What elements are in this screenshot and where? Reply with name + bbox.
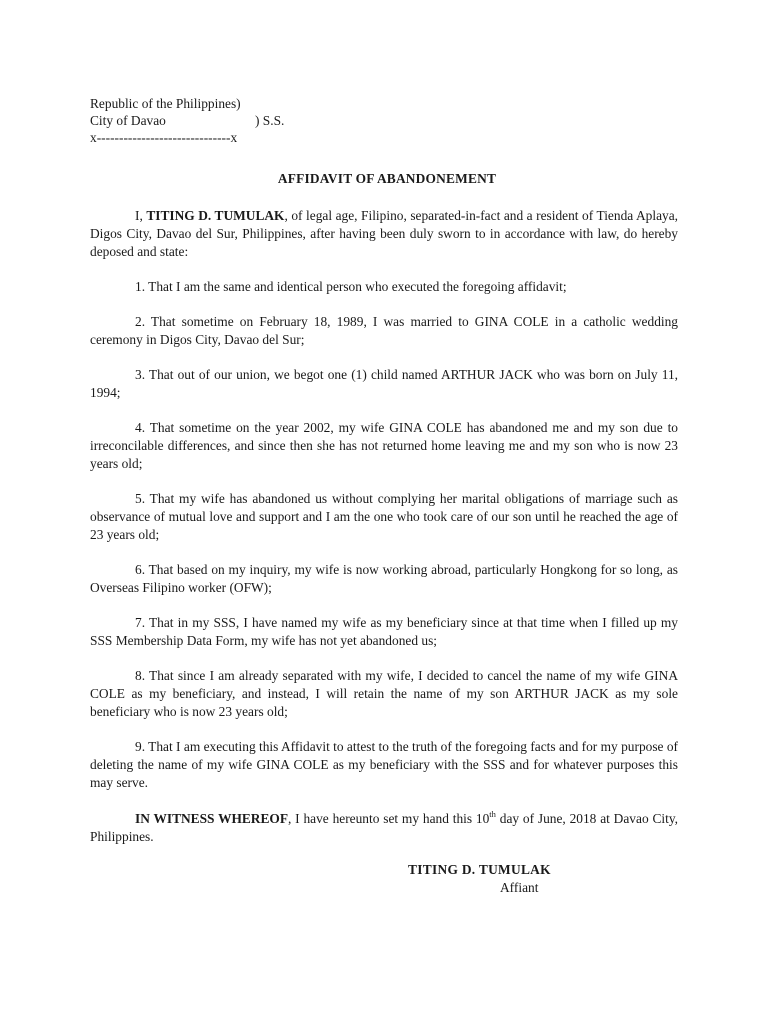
venue-block (90, 95, 678, 146)
affidavit-body (90, 95, 678, 846)
paragraph-5: 5. That my wife has abandoned us without complying her marital obligations of marriage such as observance of mutual love and support and I am the one who took care of our son until he reached the age of 23 years old; (90, 491, 678, 542)
witness-ordinal-suffix: th (489, 809, 496, 819)
witness-paragraph (90, 810, 678, 846)
paragraph-9: 9. That I am executing this Affidavit to attest to the truth of the foregoing facts and for my purpose of deleting the name of my wife GINA COLE as my beneficiary with the SSS and for whatever purposes this may serve. (90, 739, 678, 790)
witness-lead: IN WITNESS WHEREOF (135, 811, 289, 826)
paragraph-2: 2. That sometime on February 18, 1989, I was married to GINA COLE in a catholic wedding ceremony in Digos City, Davao del Sur; (90, 314, 678, 347)
venue-line-city (90, 112, 678, 129)
intro-paragraph (90, 207, 678, 261)
paragraph-7: 7. That in my SSS, I have named my wife as my beneficiary since at that time when I filled up my SSS Membership Data Form, my wife has not yet abandoned us; (90, 615, 678, 648)
paragraph-3: 3. That out of our union, we begot one (1) child named ARTHUR JACK who was born on July 11, 1994; (90, 367, 678, 400)
signature-name: TITING D. TUMULAK (408, 862, 551, 877)
paragraph-4: 4. That sometime on the year 2002, my wife GINA COLE has abandoned me and my son due to irreconcilable differences, and since then she has not returned home leaving me and my son who is now 23 years old; (90, 420, 678, 471)
witness-text-1: , I have hereunto set my hand this 10 (288, 811, 490, 826)
paragraph-1: 1. That I am the same and identical person who executed the foregoing affidavit; (135, 279, 567, 294)
affiant-name-bold: TITING D. TUMULAK (146, 208, 285, 223)
venue-separator-text: x------------------------------x (90, 130, 238, 145)
witness-text-2: day of June, 2018 at Davao City, Philippines. (90, 811, 679, 844)
intro-prefix: I, (135, 208, 147, 223)
intro-rest: , of legal age, Filipino, separated-in-fact and a resident of Tienda Aplaya, Digos City, Davao del Sur, Philippines, after having been duly sworn to in accordance with law, do hereby deposed and state: (90, 208, 679, 259)
document-title: AFFIDAVIT OF ABANDONEMENT (277, 171, 497, 186)
venue-city-text: City of Davao (90, 113, 166, 128)
paragraph-8: 8. That since I am already separated with my wife, I decided to cancel the name of my wife GINA COLE as my beneficiary, and instead, I will retain the name of my son ARTHUR JACK as my sole beneficiary who is now 23 years old; (90, 668, 678, 719)
venue-separator (90, 129, 678, 146)
venue-republic-text: Republic of the Philippines) (90, 96, 241, 111)
signature-role: Affiant (500, 880, 539, 895)
signature-block (408, 861, 708, 897)
venue-ss-text: ) S.S. (255, 113, 285, 128)
paragraph-6: 6. That based on my inquiry, my wife is now working abroad, particularly Hongkong for so long, as Overseas Filipino worker (OFW); (90, 562, 678, 595)
venue-line-republic (90, 95, 678, 112)
